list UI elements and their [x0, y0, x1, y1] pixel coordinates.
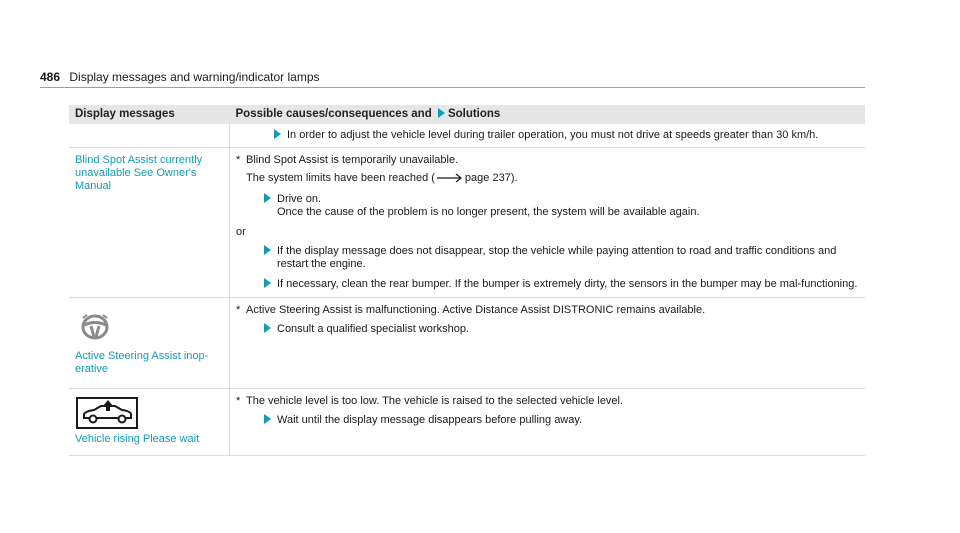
- solution-cell: [230, 124, 866, 148]
- message-cell: [69, 389, 230, 456]
- table-row: [69, 148, 865, 298]
- page-number: 486: [40, 70, 61, 84]
- cause-text: Blind Spot Assist is temporarily unavailable.: [246, 154, 459, 166]
- solution-arrow-icon: [264, 193, 271, 203]
- step-text: If the display message does not disappear, stop the vehicle while paying attention to road and traffic conditions and restart the engine.: [277, 245, 837, 270]
- message-cell-empty: [69, 124, 230, 148]
- display-message-blind-spot: Blind Spot Assist currently unavailable See Owner's Manual: [75, 154, 203, 192]
- message-cell: [69, 298, 230, 389]
- cause-cell: [230, 298, 866, 389]
- or-label: or: [236, 226, 246, 238]
- col-header-causes-solutions: Possible causes/consequences and Solutions: [230, 105, 866, 124]
- step-text: Wait until the display message disappears before pulling away.: [277, 414, 583, 426]
- solution-arrow-icon: [438, 108, 445, 118]
- cause-text: The vehicle level is too low. The vehicle is raised to the selected vehicle level.: [246, 395, 624, 407]
- display-messages-table: [69, 105, 865, 456]
- cause-detail: The system limits have been reached ( page 237).: [246, 172, 518, 184]
- page-reference-link[interactable]: page 237: [464, 172, 511, 184]
- table-row: [69, 389, 865, 456]
- solution-arrow-icon: [264, 278, 271, 288]
- steering-wheel-icon: [80, 314, 110, 340]
- vehicle-rising-icon: [76, 397, 138, 429]
- solution-arrow-icon: [274, 129, 281, 139]
- step-text: If necessary, clean the rear bumper. If the bumper is extremely dirty, the sensors in the bumper may be mal-functioning.: [277, 278, 858, 290]
- step-text: In order to adjust the vehicle level during trailer operation, you must not drive at speeds greater than 30 km/h.: [287, 129, 819, 141]
- step-detail: Once the cause of the problem is no longer present, the system will be available again.: [277, 206, 700, 218]
- solution-arrow-icon: [264, 245, 271, 255]
- table-row: [69, 124, 865, 148]
- page-header: [40, 70, 865, 88]
- footnote-star: *: [236, 395, 241, 407]
- message-cell: [69, 148, 230, 298]
- display-message-steering-assist: Active Steering Assist inop-erative: [75, 350, 209, 375]
- footnote-star: *: [236, 154, 241, 166]
- solution-arrow-icon: [264, 323, 271, 333]
- col-header-display-messages: Display messages: [69, 105, 230, 124]
- cause-cell: [230, 389, 866, 456]
- page-header-title: Display messages and warning/indicator lamps: [69, 70, 320, 84]
- cause-text: Active Steering Assist is malfunctioning. Active Distance Assist DISTRONIC remains available.: [246, 304, 706, 316]
- step-text: Consult a qualified specialist workshop.: [277, 323, 469, 335]
- table-header-row: [69, 105, 865, 124]
- cause-cell: [230, 148, 866, 298]
- solution-arrow-icon: [264, 414, 271, 424]
- step-text: Drive on.: [277, 193, 322, 205]
- display-message-vehicle-rising: Vehicle rising Please wait: [75, 433, 200, 445]
- footnote-star: *: [236, 304, 241, 316]
- table-row: [69, 298, 865, 389]
- page-reference-arrow-icon: [437, 173, 463, 183]
